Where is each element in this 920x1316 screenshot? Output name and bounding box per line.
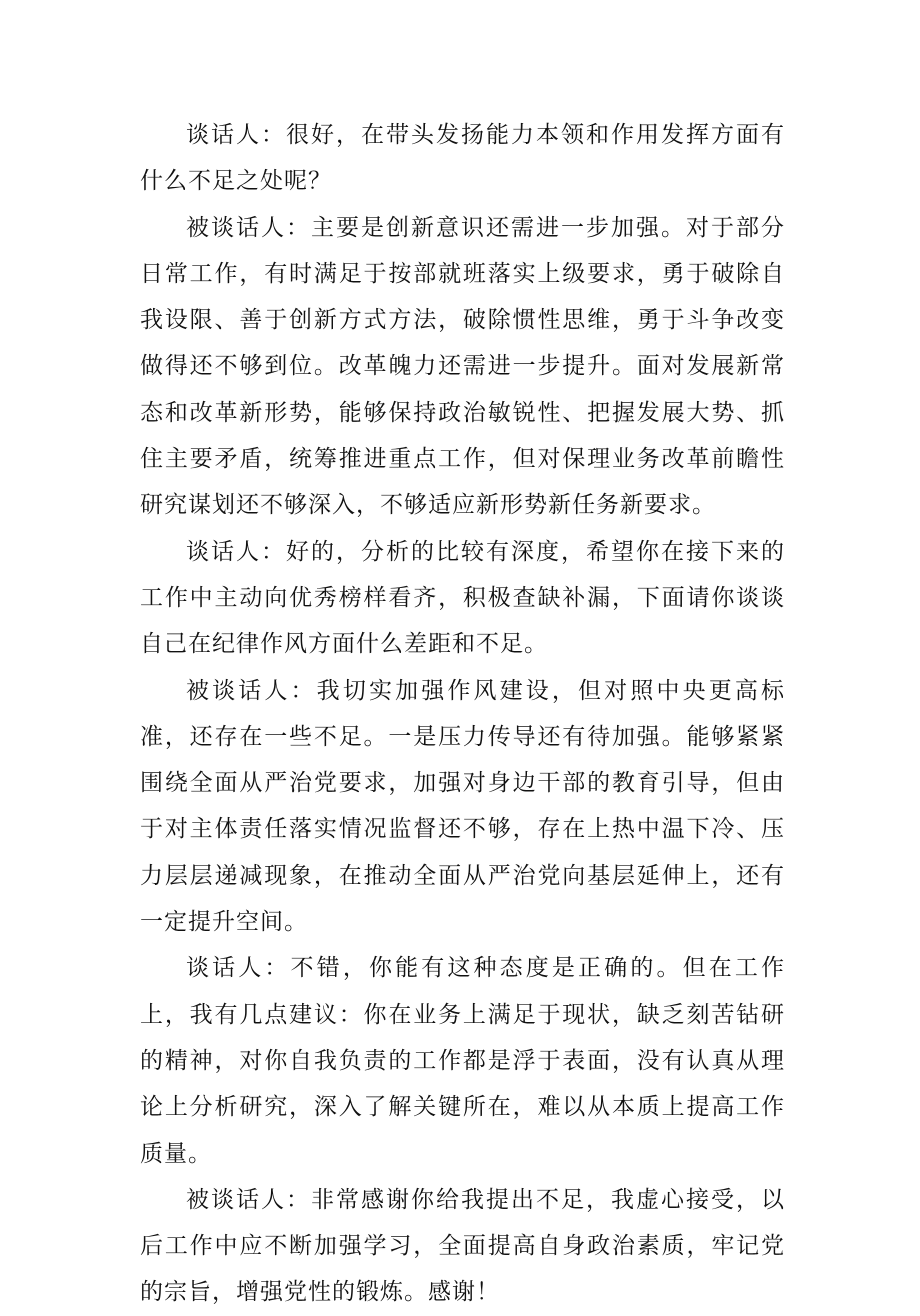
paragraph-2: 被谈话人：主要是创新意识还需进一步加强。对于部分日常工作，有时满足于按部就班落实上级要求，勇于破除自我设限、善于创新方式方法，破除惯性思维，勇于斗争改变做得还不够到位。改革魄力还需进一步提升。面对发展新常态和改革新形势，能够保持政治敏锐性、把握发展大势、抓住主要矛盾，统筹推进重点工作，但对保理业务改革前瞻性研究谋划还不够深入，不够适应新形势新任务新要求。 [140,214,785,519]
paragraph-4: 被谈话人：我切实加强作风建设，但对照中央更高标准，还存在一些不足。一是压力传导还有待加强。能够紧紧围绕全面从严治党要求，加强对身边干部的教育引导，但由于对主体责任落实情况监督还不够，存在上热中温下冷、压力层层递减现象，在推动全面从严治党向基层延伸上，还有一定提升空间。 [140,677,785,936]
paragraph-3: 谈话人：好的，分析的比较有深度，希望你在接下来的工作中主动向优秀榜样看齐，积极查缺补漏，下面请你谈谈自己在纪律作风方面什么差距和不足。 [140,538,785,658]
paragraph-1: 谈话人：很好，在带头发扬能力本领和作用发挥方面有什么不足之处呢？ [140,122,785,195]
paragraph-5: 谈话人：不错，你能有这种态度是正确的。但在工作上，我有几点建议：你在业务上满足于现状，缺乏刻苦钻研的精神，对你自我负责的工作都是浮于表面，没有认真从理论上分析研究，深入了解关键所在，难以从本质上提高工作质量。 [140,955,785,1167]
document-body [140,112,785,1316]
paragraph-6: 被谈话人：非常感谢你给我提出不足，我虚心接受，以后工作中应不断加强学习，全面提高自身政治素质，牢记党的宗旨，增强党性的锻炼。感谢！ [140,1186,785,1306]
